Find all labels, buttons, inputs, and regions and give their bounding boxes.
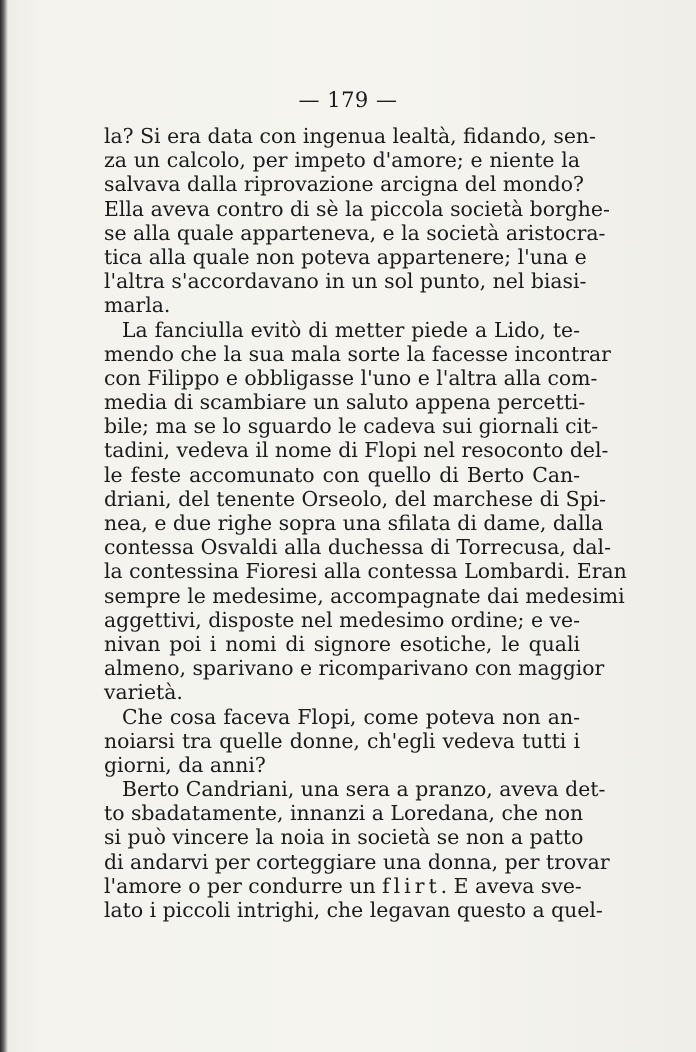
- text-line: salvava dalla riprovazione arcigna del mondo?: [104, 172, 584, 197]
- text-line: media di scambiare un saluto appena percetti-: [104, 390, 586, 415]
- text-line: mendo che la sua mala sorte la facesse incontrar: [104, 341, 611, 366]
- text-line: tadini, vedeva il nome di Flopi nel resoconto del-: [104, 438, 609, 463]
- text-segment: . E aveva sve-: [440, 873, 582, 898]
- text-line: bile; ma se lo sguardo le cadeva sui giornali cit-: [104, 414, 599, 439]
- text-line: giorni, da anni?: [104, 752, 266, 777]
- text-segment: l'amore o per condurre un: [104, 873, 376, 898]
- page-number: — 179 —: [298, 88, 398, 112]
- text-line: aggettivi, disposte nel medesimo ordine; e ve-: [104, 607, 580, 632]
- text-line: La fanciulla evitò di metter piede a Lido, te-: [122, 317, 580, 342]
- text-line: lato i piccoli intrighi, che legavan questo a quel-: [104, 898, 603, 922]
- text-line: Ella aveva contro di sè la piccola società borghe-: [104, 196, 610, 221]
- text-line: noiarsi tra quelle donne, ch'egli vedeva tutti i: [104, 728, 580, 753]
- spaced-word: flirt: [382, 873, 441, 898]
- text-line: di andarvi per corteggiare una donna, per trovar: [104, 849, 610, 874]
- text-line: varietà.: [104, 680, 183, 705]
- text-line: se alla quale apparteneva, e la società aristocra-: [104, 220, 606, 245]
- text-line: [104, 874, 580, 898]
- text-line: sempre le medesime, accompagnate dai medesimi: [104, 583, 625, 608]
- text-line: Berto Candriani, una sera a pranzo, aveva det-: [122, 777, 606, 802]
- text-line: con Filippo e obbligasse l'uno e l'altra alla com-: [104, 365, 598, 390]
- body-text: [104, 124, 627, 922]
- binding-edge: [0, 0, 8, 1052]
- text-line: le feste accomunato con quello di Berto Can-: [104, 462, 580, 487]
- text-line: driani, del tenente Orseolo, del marchese di Spi-: [104, 486, 607, 511]
- text-line: l'altra s'accordavano in un sol punto, nel biasi-: [104, 269, 587, 294]
- text-line: la contessina Fioresi alla contessa Lombardi. Eran: [104, 559, 627, 584]
- text-line: contessa Osvaldi alla duchessa di Torrecusa, dal-: [104, 535, 611, 560]
- text-line: nivan poi i nomi di signore esotiche, le quali: [104, 631, 580, 656]
- text-line: si può vincere la noia in società se non a patto: [104, 825, 584, 850]
- text-line: Che cosa faceva Flopi, come poteva non an-: [122, 704, 580, 729]
- text-line: nea, e due righe sopra una sfilata di dame, dalla: [104, 511, 604, 535]
- text-line: marla.: [104, 293, 171, 318]
- text-line: almeno, sparivano e ricomparivano con maggior: [104, 656, 605, 681]
- text-line: tica alla quale non poteva appartenere; l'una e: [104, 244, 587, 269]
- text-line: la? Si era data con ingenua lealtà, fidando, sen-: [104, 124, 596, 148]
- text-line: za un calcolo, per impeto d'amore; e niente la: [104, 148, 580, 173]
- text-line: to sbadatamente, innanzi a Loredana, che non: [104, 801, 584, 826]
